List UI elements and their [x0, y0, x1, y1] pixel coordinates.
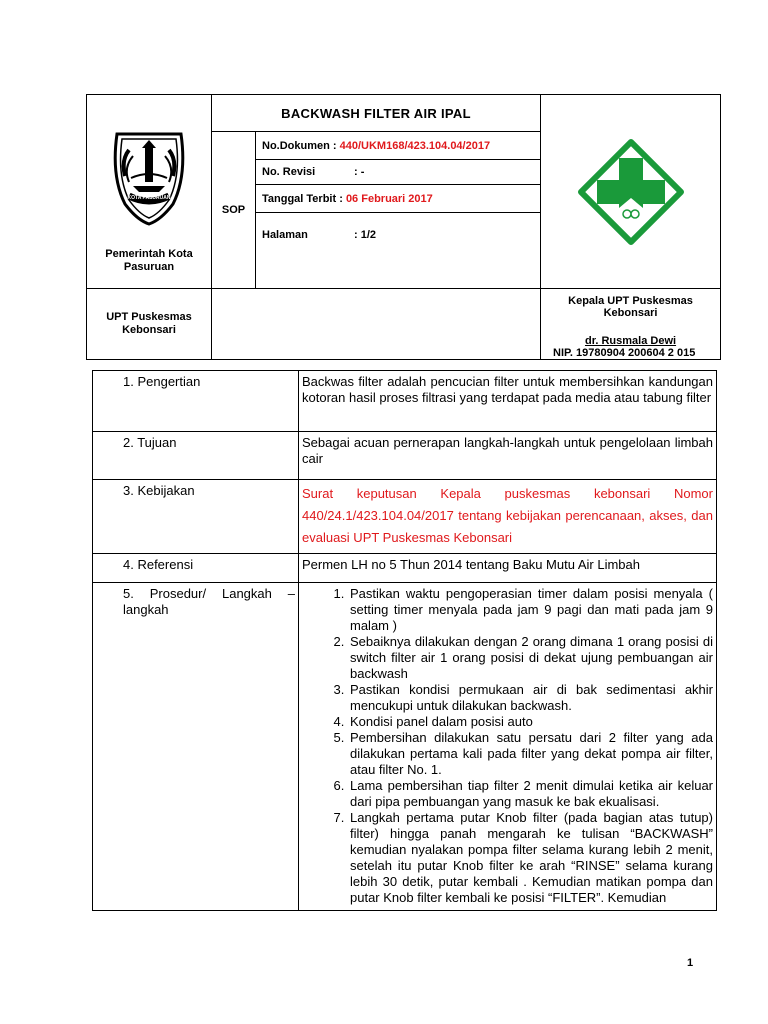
head-name: dr. Rusmala Dewi [584, 335, 677, 347]
section-label: 2. Tujuan [93, 432, 299, 480]
revision-value: : - [354, 166, 365, 178]
sop-label: SOP [212, 132, 256, 289]
document-title: BACKWASH FILTER AIR IPAL [212, 95, 541, 132]
issue-date-value: 06 Februari 2017 [345, 192, 433, 205]
unit-name: UPT Puskesmas Kebonsari [87, 289, 212, 360]
doc-number-label: No.Dokumen : [262, 139, 340, 152]
procedure-step: 5. Pembersihan dilakukan satu persatu dari 2 filter yang ada dilakukan pertama kali pada filter yang dekat pompa air filter, atau filter No. 1. [348, 730, 713, 778]
page-number: 1 [687, 957, 694, 969]
sop-content-table [92, 370, 717, 911]
document-header [86, 94, 721, 360]
section-label: 4. Referensi [93, 554, 299, 583]
revision-label: No. Revisi [262, 166, 316, 178]
government-logo-cell [87, 95, 212, 289]
procedure-cell [299, 583, 717, 911]
emblem-ribbon-text: KOTA PASURUAN [127, 195, 171, 201]
section-text: Sebagai acuan pernerapan langkah-langkah untuk pengelolaan limbah cair [299, 432, 717, 480]
procedure-step: 3. Pastikan kondisi permukaan air di bak sedimentasi akhir mencukupi untuk dilakukan backwash. [348, 682, 713, 714]
section-row [93, 432, 717, 480]
page-value: : 1/2 [354, 229, 377, 241]
procedure-step: 1. Pastikan waktu pengoperasian timer dalam posisi menyala ( setting timer menyala pada jam 9 pagi dan mati pada jam 9 malam ) [348, 586, 713, 634]
head-title: Kepala UPT Puskesmas Kebonsari [568, 295, 693, 319]
procedure-step: 2. Sebaiknya dilakukan dengan 2 orang dimana 1 orang posisi di switch filter air 1 orang posisi di dekat ujung pembuangan air backwash [348, 634, 713, 682]
section-label: 5. Prosedur/ Langkah – langkah [93, 583, 299, 911]
section-row [93, 554, 717, 583]
section-row [93, 371, 717, 432]
head-signature-block [541, 289, 721, 360]
procedure-step: 7. Langkah pertama putar Knob filter (pada bagian atas tutup) filter) hingga panah mengarah ke tulisan “BACKWASH” kemudian nyalakan pompa filter selama kurang lebih 2 menit, setelah itu putar Knob filter ke arah “RINSE” selama kurang lebih 30 detik, putar kembali . Kemudian matikan pompa dan putar Knob filter kembali ke posisi “FILTER”. Kemudian [348, 810, 713, 906]
puskesmas-cross-logo-icon [577, 138, 685, 246]
revision-row [256, 160, 541, 185]
issue-date-row [256, 185, 541, 213]
issue-date-label: Tanggal Terbit : [262, 192, 346, 205]
procedure-list [302, 586, 713, 906]
doc-number-value: 440/UKM168/423.104.04/2017 [339, 139, 491, 152]
section-row [93, 583, 717, 911]
section-label: 3. Kebijakan [93, 480, 299, 554]
section-text: Backwas filter adalah pencucian filter untuk membersihkan kandungan kotoran hasil proses filtrasi yang terdapat pada media atau tabung filter [299, 371, 717, 432]
section-row [93, 480, 717, 554]
procedure-step: 4. Kondisi panel dalam posisi auto [348, 714, 713, 730]
doc-number-row [256, 132, 541, 160]
procedure-step: 6. Lama pembersihan tiap filter 2 menit dimulai ketika air keluar dari pipa pembuangan yang masuk ke bak ekualisasi. [348, 778, 713, 810]
blank-cell [212, 289, 541, 360]
page-row [256, 213, 541, 289]
section-label: 1. Pengertian [93, 371, 299, 432]
org-name: Pemerintah Kota Pasuruan [105, 248, 193, 273]
head-nip: NIP. 19780904 200604 2 015 [553, 347, 696, 359]
puskesmas-logo-cell [541, 95, 721, 289]
section-text: Surat keputusan Kepala puskesmas kebonsari Nomor 440/24.1/423.104.04/2017 tentang kebijakan perencanaan, akses, dan evaluasi UPT Puskesmas Kebonsari [299, 480, 717, 554]
page-label: Halaman [262, 229, 308, 241]
section-text: Permen LH no 5 Thun 2014 tentang Baku Mutu Air Limbah [299, 554, 717, 583]
pasuruan-emblem-icon [99, 126, 199, 226]
